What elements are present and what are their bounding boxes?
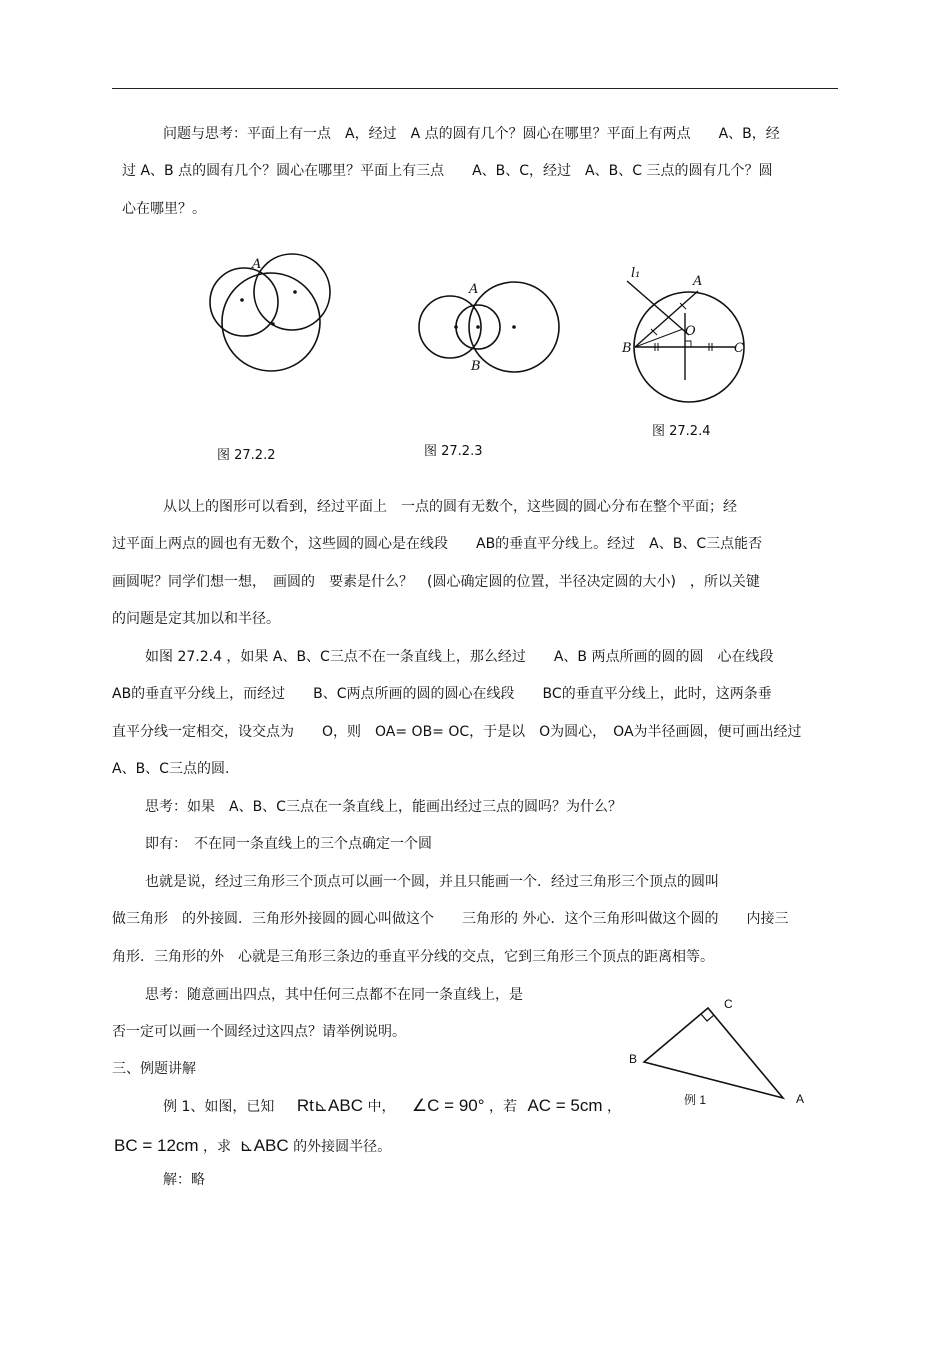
ex1-in: 中，: [367, 1099, 396, 1115]
ex1-caption: 例 1: [684, 1093, 707, 1107]
ex1-abc: ⊾ABC: [239, 1136, 289, 1155]
fig2-label-a: A: [469, 282, 479, 297]
fig3-label-l1: l₁: [631, 266, 641, 281]
ex1-tail: 的外接圆半径。: [293, 1139, 392, 1155]
body-p2-line-3: 直平分线一定相交，设交点为 O，则 OA= OB= OC，于是以 O为圆心， OA为半径画圆，便可画出经过: [112, 724, 802, 740]
fig2-label-b: B: [471, 359, 481, 374]
fig3-label-c: C: [734, 341, 744, 356]
ex1-seek: ，求: [203, 1139, 232, 1155]
think-2-line-2: 否一定可以画一个圆经过这四点？请举例说明。: [112, 1024, 406, 1040]
fig3-label-o: O: [685, 324, 696, 339]
fig1-center-bottom: [271, 322, 275, 326]
example-1-line-2: [114, 1136, 391, 1157]
body-p2-line-4: A、B、C三点的圆.: [112, 761, 230, 777]
ex1-angle: ∠C = 90°: [411, 1096, 485, 1115]
ex1-if: ，若: [488, 1099, 517, 1115]
body-p1-line-3: 画圆呢？同学们想一想， 画圆的 要素是什么？ (圆心确定圆的位置，半径决定圆的大小) ，所以关键: [112, 574, 760, 590]
ex1-intro: 例 1、如图，已知: [163, 1099, 275, 1115]
fig3-radius: [635, 329, 683, 347]
ex1-label-a: A: [796, 1092, 805, 1106]
ex1-ac: AC = 5cm: [527, 1096, 603, 1115]
fig1-label-a: A: [252, 257, 262, 272]
fig3-label-a: A: [693, 274, 703, 289]
intro-line-1: 问题与思考：平面上有一点 A，经过 A 点的圆有几个？圆心在哪里？平面上有两点 A、B，经: [163, 126, 780, 142]
body-p1-line-1: 从以上的图形可以看到，经过平面上 一点的圆有无数个，这些圆的圆心分布在整个平面；经: [163, 499, 737, 515]
ex1-comma: ，: [607, 1099, 621, 1115]
fig1-center-left: [240, 298, 244, 302]
conclusion: 即有： 不在同一条直线上的三个点确定一个圆: [145, 836, 432, 852]
ex1-bc: BC = 12cm: [114, 1136, 199, 1155]
think-1: 思考：如果 A、B、C三点在一条直线上，能画出经过三点的圆吗？为什么？: [145, 799, 622, 815]
ex1-label-b: B: [629, 1052, 638, 1066]
figure-27-2-3: [410, 270, 570, 380]
body-p1-line-4: 的问题是定其加以和半径。: [112, 611, 280, 627]
figure-27-2-4: [615, 265, 755, 390]
solution: 解：略: [163, 1172, 205, 1188]
fig2-center-right: [512, 325, 516, 329]
section-3-heading: 三、例题讲解: [112, 1061, 196, 1077]
body-p3-line-1: 也就是说，经过三角形三个顶点可以画一个圆，并且只能画一个．经过三角形三个顶点的圆叫: [145, 874, 719, 890]
fig1-center-right: [293, 290, 297, 294]
fig2-center-middle: [476, 325, 480, 329]
fig3-caption: 图 27.2.4: [652, 424, 711, 439]
ex1-triangle: [644, 1008, 783, 1098]
body-p3-line-3: 角形．三角形的外 心就是三角形三条边的垂直平分线的交点，它到三角形三个顶点的距离相等。: [112, 949, 714, 965]
ex1-label-c: C: [724, 997, 733, 1011]
fig1-circle-right: [254, 254, 330, 330]
fig1-circle-left: [210, 268, 278, 336]
fig3-label-b: B: [622, 341, 632, 356]
example-1-triangle-figure: [622, 990, 822, 1115]
ex1-rt-triangle: Rt⊾ABC: [296, 1096, 364, 1115]
ex1-right-angle-mark: [701, 1014, 714, 1021]
fig1-caption: 图 27.2.2: [217, 448, 276, 463]
intro-line-2: 过 A、B 点的圆有几个？圆心在哪里？平面上有三点 A、B、C，经过 A、B、C 三点的圆有几个？圆: [122, 163, 773, 179]
body-p1-line-2: 过平面上两点的圆也有无数个，这些圆的圆心是在线段 AB的垂直平分线上。经过 A、B、C三点能否: [112, 536, 763, 552]
figure-27-2-2: [200, 245, 350, 385]
example-1-line-1: [163, 1096, 621, 1117]
intro-line-3: 心在哪里？。: [122, 201, 206, 217]
fig2-caption: 图 27.2.3: [424, 444, 483, 459]
body-p2-line-1: 如图 27.2.4 ，如果 A、B、C三点不在一条直线上，那么经过 A、B 两点所画的圆的圆 心在线段: [145, 649, 774, 665]
fig2-center-left: [454, 325, 458, 329]
body-p3-line-2: 做三角形 的外接圆．三角形外接圆的圆心叫做这个 三角形的 外心．这个三角形叫做这个圆的 内接三: [112, 911, 789, 927]
header-rule: [112, 88, 838, 89]
body-p2-line-2: AB的垂直平分线上，而经过 B、C两点所画的圆的圆心在线段 BC的垂直平分线上，此时，这两条垂: [112, 686, 772, 702]
think-2-line-1: 思考：随意画出四点，其中任何三点都不在同一条直线上，是: [145, 987, 523, 1003]
